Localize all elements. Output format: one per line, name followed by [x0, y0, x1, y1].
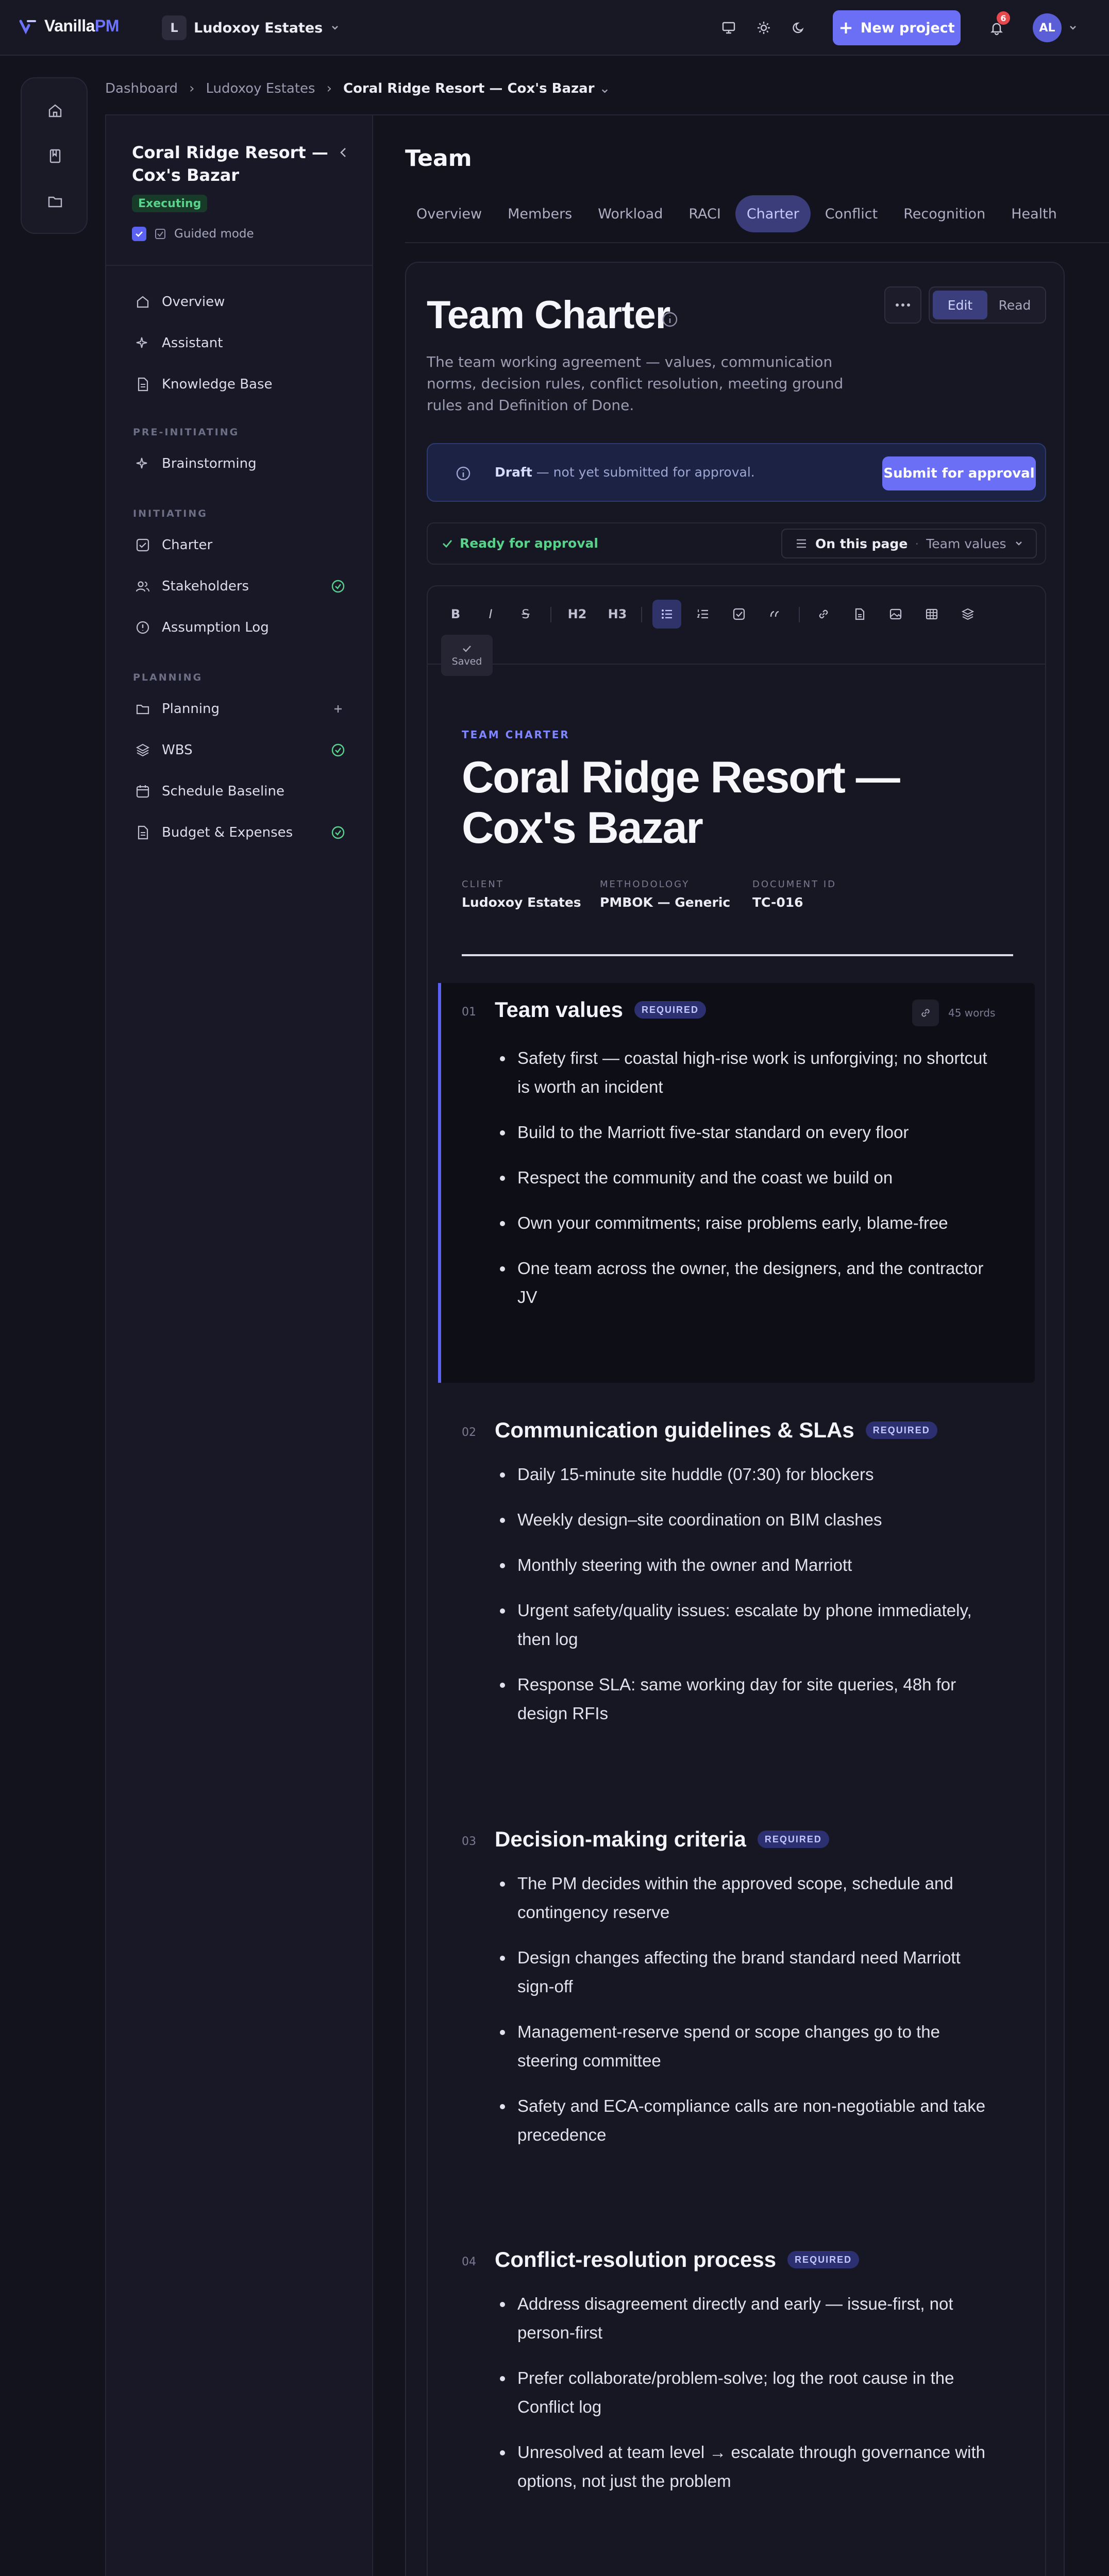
project-title: Coral Ridge Resort — Cox's Bazar [132, 143, 328, 185]
section-conflict-resolution[interactable] [438, 2233, 1035, 2542]
list-item[interactable]: Management-reserve spend or scope changes go to the steering committee [495, 2018, 1000, 2075]
on-this-page-select[interactable]: On this page · Team values [781, 529, 1037, 558]
tab-workload[interactable]: Workload [598, 206, 663, 222]
divider [641, 607, 642, 622]
section-number: 02 [462, 1426, 476, 1439]
sparkle-icon [134, 334, 152, 352]
sun-icon[interactable] [748, 12, 779, 43]
section-number: 03 [462, 1835, 476, 1848]
bold-button[interactable]: B [450, 607, 461, 621]
sidebar-item-schedule-baseline[interactable] [127, 776, 354, 807]
more-horizontal-icon [895, 302, 911, 308]
doc-title: Coral Ridge Resort — Cox's Bazar [462, 753, 899, 853]
check-square-icon [134, 536, 152, 554]
meta-label: CLIENT [462, 879, 504, 890]
moon-icon[interactable] [783, 12, 814, 43]
section-tools [912, 999, 995, 1026]
numbered-list-icon[interactable] [688, 600, 717, 629]
tab-charter[interactable]: Charter [735, 195, 811, 232]
folder-icon[interactable] [38, 184, 72, 218]
more-options-button[interactable] [884, 286, 921, 324]
layers-icon [134, 741, 152, 759]
sidebar-item-planning[interactable] [127, 693, 354, 724]
doc-kicker: TEAM CHARTER [462, 728, 570, 741]
section-communication[interactable] [438, 1403, 1035, 1785]
saved-label: Saved [451, 656, 482, 667]
italic-button[interactable]: I [489, 607, 493, 621]
section-label-initiating: INITIATING [133, 508, 208, 519]
plus-icon[interactable] [330, 701, 346, 717]
meta-label: METHODOLOGY [600, 879, 690, 890]
list-item[interactable]: Address disagreement directly and early — issue-first, not person-first [495, 2290, 1000, 2347]
meta-label: DOCUMENT ID [752, 879, 837, 890]
edit-mode-button[interactable]: Edit [933, 291, 987, 319]
tab-health[interactable]: Health [1011, 206, 1057, 222]
sidebar-item-label: Brainstorming [162, 456, 257, 471]
section-heading: Decision-making criteria REQUIRED [495, 1827, 829, 1852]
breadcrumb-org[interactable]: Ludoxoy Estates [206, 81, 315, 96]
org-switcher[interactable] [158, 10, 346, 45]
section-decision-making[interactable] [438, 1812, 1035, 2204]
charter-card [405, 262, 1065, 2576]
section-list [495, 1460, 1000, 1744]
divider [405, 242, 1109, 243]
document-icon [134, 824, 152, 841]
submit-for-approval-button[interactable]: Submit for approval [882, 456, 1036, 490]
org-name: Ludoxoy Estates [194, 20, 323, 36]
ready-label: Ready for approval [460, 536, 598, 551]
logo-icon [19, 17, 37, 36]
readiness-bar [427, 522, 1046, 565]
sidebar-item-charter[interactable] [127, 530, 354, 561]
user-menu[interactable] [1033, 12, 1078, 43]
home-icon[interactable] [38, 94, 72, 128]
document-icon [134, 376, 152, 393]
section-heading: Team values REQUIRED [495, 997, 706, 1022]
new-project-button[interactable] [833, 10, 961, 45]
collapse-sidebar-icon[interactable] [333, 142, 354, 163]
section-number: 04 [462, 2256, 476, 2268]
sparkle-icon [134, 455, 152, 472]
list-item[interactable]: Monthly steering with the owner and Marriott [495, 1551, 1000, 1580]
required-badge: REQUIRED [758, 1831, 829, 1848]
list-item[interactable]: Own your commitments; raise problems early, blame-free [495, 1209, 1000, 1238]
charter-title: Team Charter [427, 293, 670, 337]
monitor-icon[interactable] [713, 12, 744, 43]
app-rail [21, 77, 88, 234]
sidebar-item-label: Schedule Baseline [162, 784, 284, 799]
on-this-page-label: On this page [815, 536, 908, 551]
app-logo[interactable] [19, 16, 119, 36]
book-icon[interactable] [38, 139, 72, 173]
layers-icon[interactable] [953, 600, 982, 629]
link-icon[interactable] [912, 999, 939, 1026]
sidebar-item-assumption-log[interactable] [127, 612, 354, 643]
list-item[interactable]: Daily 15-minute site huddle (07:30) for blockers [495, 1460, 1000, 1489]
list-item[interactable]: Build to the Marriott five-star standard on every floor [495, 1118, 1000, 1147]
page-title: Team [405, 145, 472, 172]
heading-3-button[interactable]: H3 [608, 607, 627, 621]
info-icon[interactable] [661, 310, 679, 329]
link-icon[interactable] [809, 600, 838, 629]
on-this-page-value: Team values [926, 536, 1006, 551]
tab-conflict[interactable]: Conflict [825, 206, 878, 222]
guided-icon [154, 227, 167, 241]
list-icon [795, 537, 808, 550]
meta-value: Ludoxoy Estates [462, 895, 581, 910]
org-avatar: L [162, 15, 187, 40]
folder-icon [134, 700, 152, 718]
section-list [495, 2290, 1000, 2512]
sidebar-item-label: Budget & Expenses [162, 825, 293, 840]
required-badge: REQUIRED [866, 1421, 937, 1439]
draft-banner [427, 443, 1046, 502]
notification-badge: 6 [997, 11, 1010, 25]
sidebar-item-label: Overview [162, 294, 225, 310]
avatar: AL [1033, 13, 1062, 42]
tab-raci[interactable]: RACI [688, 206, 721, 222]
section-team-values[interactable] [438, 983, 1035, 1383]
list-item[interactable]: One team across the owner, the designers, and the contractor JV [495, 1254, 1000, 1312]
meta-client [462, 879, 581, 910]
check-icon [441, 537, 453, 550]
sidebar-item-label: Assumption Log [162, 620, 269, 635]
table-icon[interactable] [917, 600, 946, 629]
sidebar-item-assistant[interactable] [127, 328, 354, 359]
chevron-down-icon [1014, 538, 1024, 549]
charter-description: The team working agreement — values, communication norms, decision rules, conflict resolution, meeting ground rules and Definition of Done. [427, 353, 844, 414]
tab-members[interactable]: Members [508, 206, 573, 222]
divider [799, 607, 800, 622]
sidebar-item-label: Stakeholders [162, 579, 249, 594]
section-heading: Conflict-resolution process REQUIRED [495, 2247, 859, 2272]
active-section-marker [438, 983, 441, 1383]
sidebar-item-knowledge-base[interactable] [127, 369, 354, 400]
quote-icon[interactable] [761, 600, 789, 629]
users-icon [134, 578, 152, 595]
strikethrough-button[interactable]: S [522, 607, 530, 621]
checklist-icon[interactable] [725, 600, 753, 629]
image-icon[interactable] [881, 600, 910, 629]
section-label-planning: PLANNING [133, 672, 203, 683]
divider [550, 607, 551, 622]
list-item[interactable]: Prefer collaborate/problem-solve; log the root cause in the Conflict log [495, 2364, 1000, 2421]
check-circle-icon [330, 578, 346, 595]
meta-methodology [600, 879, 730, 910]
bullet-list-icon[interactable] [652, 600, 681, 629]
meta-value: PMBOK — Generic [600, 895, 731, 910]
tab-overview[interactable]: Overview [416, 206, 482, 222]
check-icon [462, 643, 472, 654]
home-icon [134, 293, 152, 311]
tab-bar [405, 193, 1068, 235]
sidebar-item-label: Planning [162, 701, 220, 717]
status-badge: Executing [132, 195, 207, 212]
divider [462, 954, 1013, 956]
list-item[interactable]: The PM decides within the approved scope, schedule and contingency reserve [495, 1869, 1000, 1927]
list-item[interactable]: Response SLA: same working day for site queries, 48h for design RFIs [495, 1670, 1000, 1728]
document-icon[interactable] [845, 600, 874, 629]
list-item[interactable]: Safety first — coastal high-rise work is unforgiving; no shortcut is worth an incident [495, 1044, 1000, 1101]
check-circle-icon [330, 742, 346, 758]
sidebar-item-wbs[interactable] [127, 735, 354, 766]
app-name: VanillaPM [44, 16, 119, 35]
project-sidebar [105, 115, 373, 2576]
chevron-right-icon: › [189, 81, 195, 96]
chevron-down-icon [330, 23, 340, 33]
sidebar-item-label: Knowledge Base [162, 377, 273, 392]
list-item[interactable]: Safety and ECA-compliance calls are non-negotiable and take precedence [495, 2092, 1000, 2149]
sidebar-item-stakeholders[interactable] [127, 571, 354, 602]
sidebar-item-budget[interactable] [127, 817, 354, 848]
meta-document-id [752, 879, 836, 910]
guided-mode-label: Guided mode [174, 227, 254, 241]
sidebar-item-label: WBS [162, 742, 193, 758]
heading-2-button[interactable]: H2 [567, 607, 587, 621]
info-icon [455, 465, 472, 482]
editor-toolbar [428, 586, 1045, 665]
checkbox-checked[interactable] [132, 227, 146, 241]
section-heading: Communication guidelines & SLAs REQUIRED [495, 1418, 937, 1443]
required-badge: REQUIRED [787, 2251, 859, 2268]
list-item[interactable]: Respect the community and the coast we build on [495, 1163, 1000, 1192]
list-item[interactable]: Unresolved at team level → escalate through governance with options, not just the problem [495, 2438, 1000, 2496]
alert-circle-icon [134, 619, 152, 636]
list-item[interactable]: Urgent safety/quality issues: escalate by phone immediately, then log [495, 1596, 1000, 1654]
sidebar-item-label: Assistant [162, 335, 223, 351]
edit-read-toggle [929, 286, 1046, 324]
chevron-right-icon: › [326, 81, 332, 96]
charter-editor [427, 585, 1046, 2576]
guided-mode-toggle[interactable] [132, 227, 254, 241]
list-item[interactable]: Design changes affecting the brand standard need Marriott sign-off [495, 1943, 1000, 2001]
plus-icon: + [838, 18, 853, 38]
sidebar-item-label: Charter [162, 537, 213, 553]
breadcrumb [105, 78, 610, 99]
calendar-icon [134, 783, 152, 800]
sidebar-item-overview[interactable] [127, 286, 354, 317]
draft-status-text: Draft — not yet submitted for approval. [495, 465, 755, 480]
word-count: 45 words [948, 1007, 996, 1019]
section-number: 01 [462, 1006, 476, 1019]
breadcrumb-dashboard[interactable]: Dashboard [105, 81, 178, 96]
divider [106, 265, 372, 266]
section-label-pre-initiating: PRE-INITIATING [133, 427, 240, 438]
meta-value: TC-016 [752, 895, 803, 910]
required-badge: REQUIRED [634, 1001, 706, 1019]
section-list [495, 1044, 1000, 1328]
new-project-label: New project [860, 20, 955, 36]
top-bar [0, 0, 1109, 56]
read-mode-button[interactable]: Read [998, 297, 1031, 313]
ready-indicator [441, 536, 598, 551]
tab-recognition[interactable]: Recognition [903, 206, 986, 222]
section-list [495, 1869, 1000, 2166]
chevron-down-icon [1068, 23, 1078, 33]
sidebar-item-brainstorming[interactable] [127, 448, 354, 479]
check-circle-icon [330, 824, 346, 841]
list-item[interactable]: Weekly design–site coordination on BIM clashes [495, 1505, 1000, 1534]
breadcrumb-project[interactable]: Coral Ridge Resort — Cox's Bazar ⌄ [343, 81, 611, 96]
saved-indicator [441, 635, 493, 676]
